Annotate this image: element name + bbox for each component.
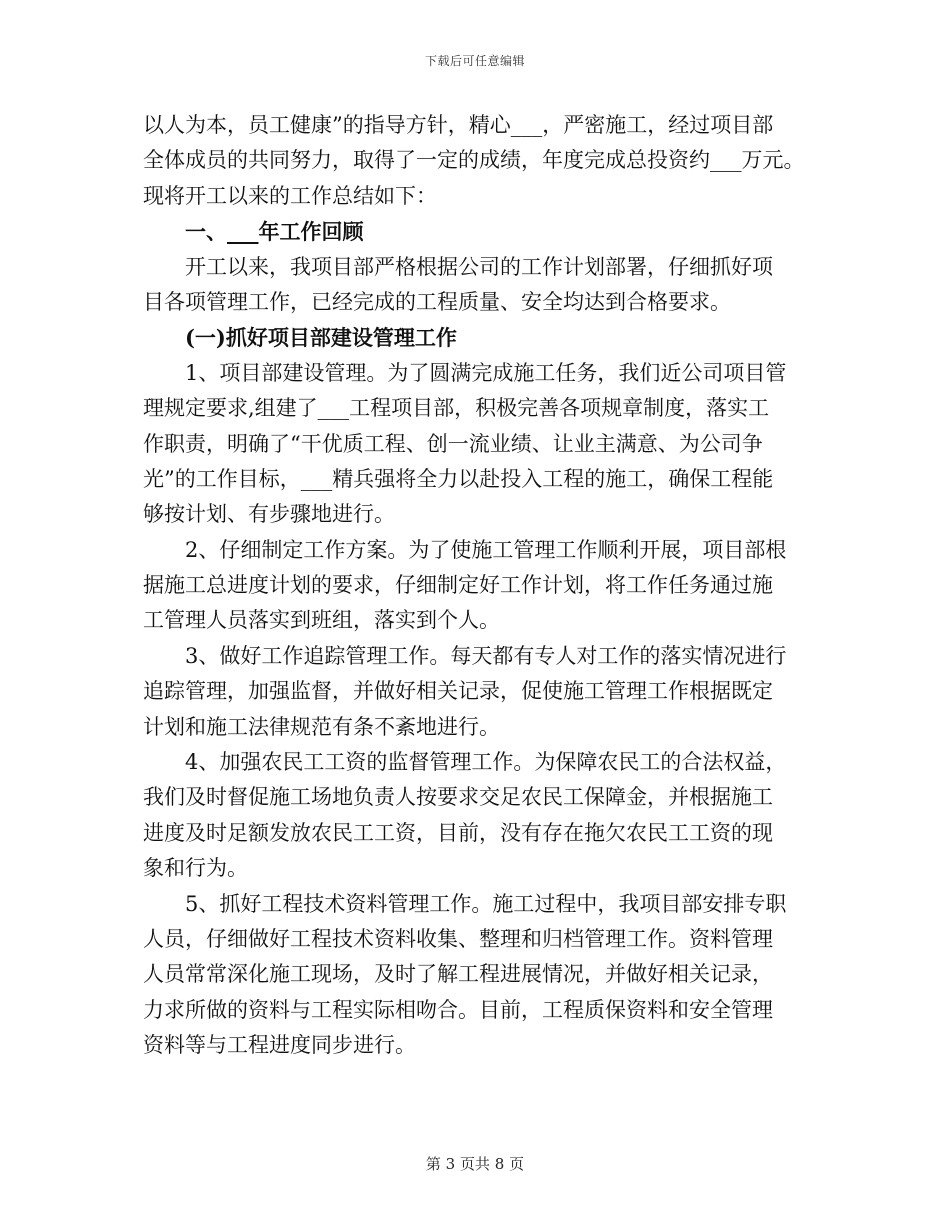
document-body [143, 108, 819, 1064]
body-text-line: 以人为本，员工健康”的指导方针，精心___，严密施工，经过项目部 [143, 113, 774, 137]
body-text-line: 开工以来，我项目部严格根据公司的工作计划部署，仔细抓好项 [185, 254, 773, 279]
body-text-line: 资料等与工程进度同步进行。 [143, 1033, 416, 1058]
page-footer: 第 3 页共 8 页 [425, 1155, 525, 1173]
body-text-line: 人员，仔细做好工程技术资料收集、整理和归档管理工作。资料管理 [143, 926, 773, 951]
body-text-line: 我们及时督促施工场地负责人按要求交足农民工保障金，并根据施工 [143, 785, 773, 810]
section-heading: (一)抓好项目部建设管理工作 [185, 325, 457, 351]
body-text-line: 象和行为。 [143, 856, 248, 881]
body-text-line: 作职责，明确了“干优质工程、创一流业绩、让业主满意、为公司争 [143, 431, 763, 456]
body-text-line: 3、做好工作追踪管理工作。每天都有专人对工作的落实情况进行 [185, 643, 787, 668]
body-text-line: 全体成员的共同努力，取得了一定的成绩，年度完成总投资约___万元。 [143, 148, 805, 173]
body-text-line: 5、抓好工程技术资料管理工作。施工过程中，我项目部安排专职 [185, 891, 787, 916]
body-text-line: 力求所做的资料与工程实际相吻合。目前，工程质保资料和安全管理 [143, 997, 773, 1022]
body-text-line: 理规定要求,组建了___工程项目部，积极完善各项规章制度，落实工 [143, 396, 770, 421]
body-text-line: 计划和施工法律规范有条不紊地进行。 [143, 714, 500, 739]
body-text-line: 2、仔细制定工作方案。为了使施工管理工作顺利开展，项目部根 [185, 537, 787, 562]
body-text-line: 目各项管理工作，已经完成的工程质量、安全均达到合格要求。 [143, 289, 731, 314]
body-text-line: 4、加强农民工工资的监督管理工作。为保障农民工的合法权益， [185, 750, 787, 775]
body-text-line: 工管理人员落实到班组，落实到个人。 [143, 608, 500, 633]
body-text-line: 据施工总进度计划的要求，仔细制定好工作计划，将工作任务通过施 [143, 573, 773, 598]
body-text-line: 追踪管理，加强监督，并做好相关记录，促使施工管理工作根据既定 [143, 679, 773, 704]
page-header: 下载后可任意编辑 [424, 54, 525, 68]
body-text-line: 人员常常深化施工现场，及时了解工程进展情况，并做好相关记录， [143, 962, 773, 987]
section-heading: 一、___年工作回顾 [185, 219, 364, 245]
body-text-line: 1、项目部建设管理。为了圆满完成施工任务，我们近公司项目管 [185, 360, 787, 385]
body-text-line: 够按计划、有步骤地进行。 [143, 502, 395, 527]
body-text-line: 光”的工作目标，___精兵强将全力以赴投入工程的施工，确保工程能 [143, 466, 774, 491]
body-text-line: 现将开工以来的工作总结如下： [143, 183, 437, 208]
body-text-line: 进度及时足额发放农民工工资，目前，没有存在拖欠农民工工资的现 [143, 820, 773, 845]
